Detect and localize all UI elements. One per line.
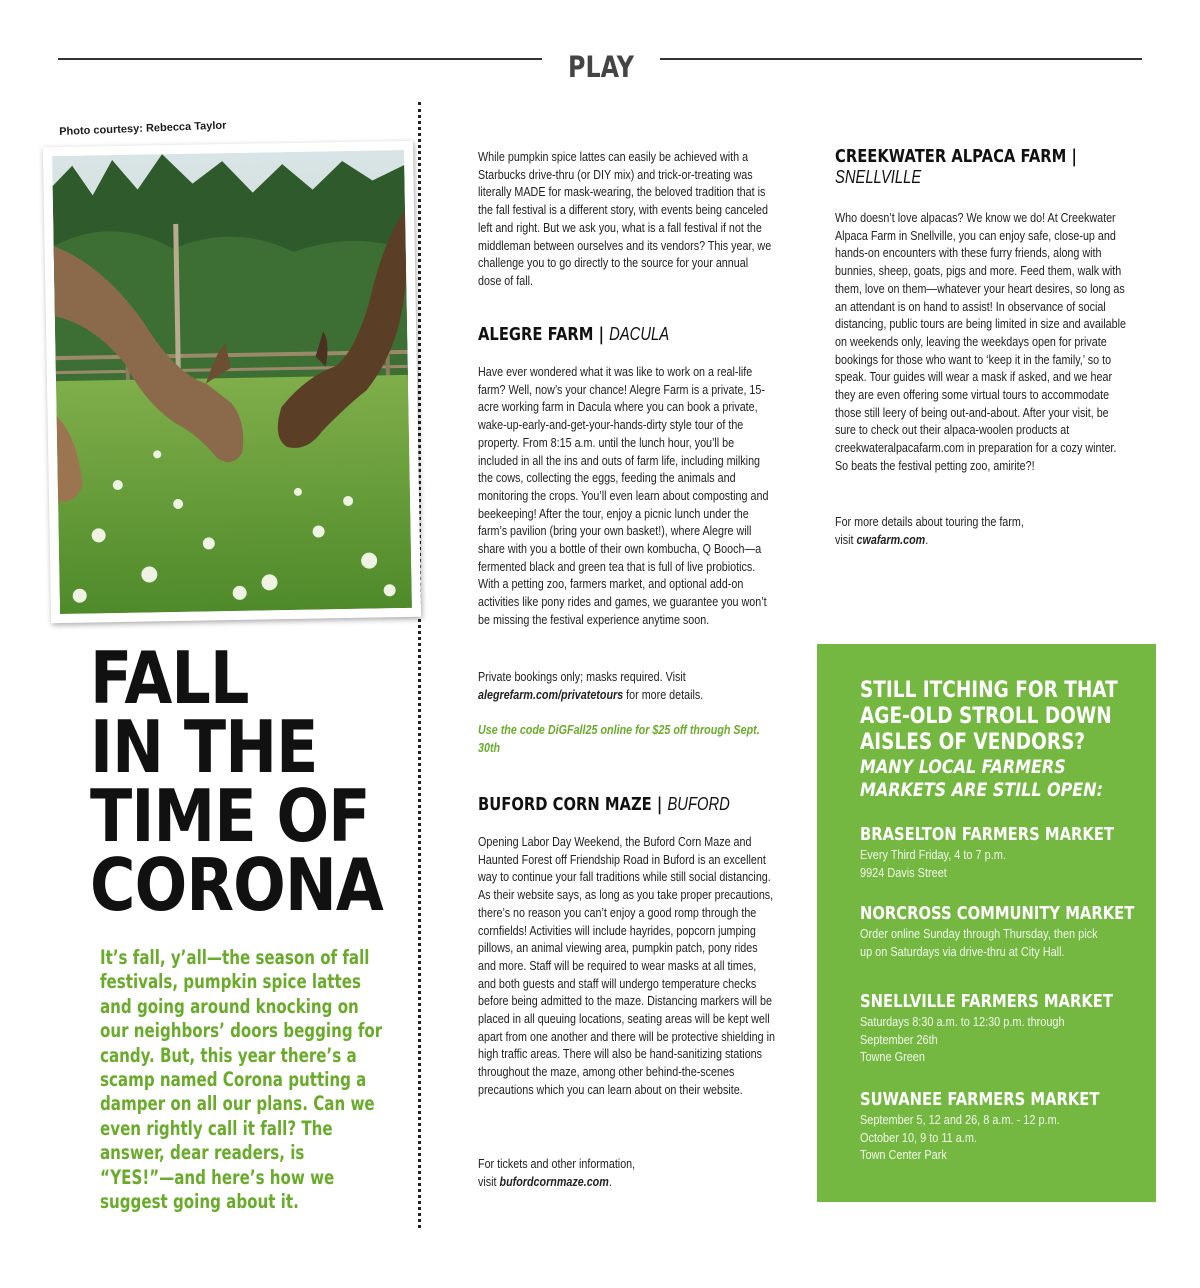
header-rule-right bbox=[660, 58, 1142, 60]
column-divider bbox=[418, 102, 421, 1228]
intro-text: It’s fall, y’all—the season of fall festivals, pumpkin spice lattes and going around knocking on our neighbors’ doors begging for candy. But, this year there’s a scamp named Corona putting a damper on all our plans. Can we even rightly call it fall? The answer, dear readers, is “YES!”—and here’s how we suggest going about it. bbox=[100, 946, 383, 1214]
creekwater-name: CREEKWATER ALPACA FARM | bbox=[835, 146, 1077, 167]
market-info-line: 9924 Davis Street bbox=[860, 864, 947, 880]
photo-credit: Photo courtesy: Rebecca Taylor bbox=[59, 119, 227, 138]
alegre-farm-section bbox=[478, 324, 828, 345]
market-item bbox=[860, 903, 1180, 960]
buford-corn-maze-link[interactable]: bufordcornmaze.com bbox=[499, 1173, 609, 1189]
alegre-promo-code: Use the code DiGFall25 online for $25 off through Sept. 30th bbox=[478, 722, 760, 755]
article-column-middle bbox=[478, 148, 828, 290]
alegre-farm-name: ALEGRE FARM | bbox=[478, 324, 605, 345]
creekwater-note-visit: visit bbox=[835, 531, 854, 547]
creekwater-note bbox=[835, 513, 1121, 548]
creekwater-title bbox=[835, 146, 1106, 188]
creekwater-note-prefix: For more details about touring the farm, bbox=[835, 514, 1024, 529]
market-info bbox=[860, 846, 1154, 881]
market-info-line: Saturdays 8:30 a.m. to 12:30 p.m. through bbox=[860, 1014, 1065, 1029]
sidebar-subheading: MANY LOCAL FARMERS MARKETS ARE STILL OPEN: bbox=[860, 756, 1103, 801]
alegre-farm-body-wrap bbox=[478, 363, 828, 629]
buford-note-period: . bbox=[608, 1173, 612, 1189]
alegre-farm-body: Have ever wondered what it was like to work on a real-life farm? Well, now’s your chance! Alegre Farm is a private, 15-acre working farm in Dacula where you can book a private, wake-up-early-and-get-your-hands-dirty style tour of the property. From 8:15 a.m. until the lunch hour, you’ll be included in all the ins and outs of farm life, including milking the cows, collecting the eggs, feeding the animals and monitoring the crops. You’ll even learn about composting and beekeeping! After the tour, enjoy a picnic lunch under the farm’s pavilion (bring your own basket!), where Alegre will share with you a bottle of their own kombucha, Q Booch—a fermented black and green tea that is full of live probiotics. With a petting zoo, farmers market, and optional add-on activities like pony rides and games, we guarantee you won’t be missing the festival experience anytime soon. bbox=[478, 364, 769, 627]
creekwater-note-wrap bbox=[835, 513, 1175, 548]
headline-line: CORONA bbox=[90, 843, 383, 927]
market-info-line: Order online Sunday through Thursday, then pick bbox=[860, 926, 1098, 941]
market-info-line: Town Center Park bbox=[860, 1147, 947, 1163]
headline-line: FALL bbox=[90, 636, 249, 720]
section-label: PLAY bbox=[568, 50, 634, 84]
alegre-farm-location: DACULA bbox=[609, 324, 670, 344]
creekwater-note-period: . bbox=[925, 531, 929, 547]
market-info-line: October 10, 9 to 11 a.m. bbox=[860, 1129, 977, 1145]
headline bbox=[90, 636, 383, 927]
market-info-line: up on Saturdays via drive-thru at City Hall. bbox=[860, 943, 1065, 959]
sidebar-heading-block bbox=[860, 678, 1137, 802]
creekwater-body-wrap bbox=[835, 209, 1187, 475]
buford-note-wrap bbox=[478, 1155, 828, 1190]
market-info-line: Towne Green bbox=[860, 1049, 925, 1065]
headline-line: TIME OF bbox=[90, 774, 370, 858]
market-name: SUWANEE FARMERS MARKET bbox=[860, 1089, 1100, 1110]
market-info-line: Every Third Friday, 4 to 7 p.m. bbox=[860, 847, 1006, 862]
buford-corn-maze-title bbox=[478, 794, 765, 815]
alpaca-photo-illustration bbox=[52, 150, 412, 614]
creekwater-link[interactable]: cwafarm.com bbox=[856, 531, 926, 547]
buford-note-prefix: For tickets and other information, bbox=[478, 1156, 636, 1171]
market-item bbox=[860, 824, 1180, 881]
alegre-note-suffix: for more details. bbox=[626, 686, 704, 702]
creekwater-body: Who doesn’t love alpacas? We know we do! At Creekwater Alpaca Farm in Snellville, you can enjoy safe, close-up and hands-on encounters with these furry friends, along with bunnies, sheep, goats, pigs and more. Feed them, walk with them, love on them—whatever your heart desires, so long as an attendant is on hand to assist! In observance of social distancing, public tours are being limited in size and available on weekends only, leaving the weekdays open for private bookings for those who want to ‘keep it in the family,’ so to speak. Tour guides will wear a mask if asked, and we hear they are even offering some virtual tours to accommodate those still leery of being out-and-about. After your visit, be sure to check out their alpaca-woolen products at creekwateralpacafarm.com in preparation for a cozy winter. So beats the festival petting zoo, amirite?! bbox=[835, 210, 1127, 473]
opening-paragraph: While pumpkin spice lattes can easily be achieved with a Starbucks drive-thru (or DIY mix) and trick-or-treating was literally MADE for mask-wearing, the beloved tradition that is the fall festival is a different story, with events being canceled left and right. But we ask you, what is a fall festival if not the middleman between ourselves and its vendors? This year, we challenge you to go directly to the source for your annual dose of fall. bbox=[478, 149, 772, 288]
buford-corn-maze-section bbox=[478, 794, 828, 815]
market-item bbox=[860, 991, 1180, 1066]
alegre-farm-note-wrap bbox=[478, 668, 828, 703]
alegre-farm-title bbox=[478, 324, 765, 345]
creekwater-location: SNELLVILLE bbox=[835, 167, 922, 187]
alegre-promo-wrap bbox=[478, 721, 818, 756]
market-item bbox=[860, 1089, 1180, 1164]
headline-line: IN THE bbox=[90, 705, 318, 789]
market-info bbox=[860, 1111, 1154, 1164]
market-info-line: September 26th bbox=[860, 1031, 938, 1047]
alpaca-photo bbox=[43, 141, 421, 623]
buford-note-visit: visit bbox=[478, 1173, 497, 1189]
market-name: BRASELTON FARMERS MARKET bbox=[860, 824, 1114, 845]
farmers-market-sidebar bbox=[817, 644, 1156, 1202]
header-rule-left bbox=[58, 58, 542, 60]
market-name: SNELLVILLE FARMERS MARKET bbox=[860, 991, 1113, 1012]
buford-corn-maze-location: BUFORD bbox=[667, 794, 730, 814]
market-info bbox=[860, 925, 1154, 960]
alegre-note-prefix: Private bookings only; masks required. Visit bbox=[478, 669, 686, 684]
creekwater-section bbox=[835, 146, 1165, 188]
market-info-line: September 5, 12 and 26, 8 a.m. - 12 p.m. bbox=[860, 1112, 1060, 1127]
market-info bbox=[860, 1013, 1154, 1066]
market-name: NORCROSS COMMUNITY MARKET bbox=[860, 903, 1135, 924]
alegre-farm-link[interactable]: alegrefarm.com/privatetours bbox=[478, 686, 624, 702]
sidebar-heading: STILL ITCHING FOR THAT AGE-OLD STROLL DOWN AISLES OF VENDORS? bbox=[860, 678, 1118, 755]
buford-body-wrap bbox=[478, 833, 834, 1099]
buford-corn-maze-note bbox=[478, 1155, 772, 1190]
buford-corn-maze-body: Opening Labor Day Weekend, the Buford Corn Maze and Haunted Forest off Friendship Road in Buford is an excellent way to continue your fall traditions while still social distancing. As their website says, as long as you take proper precautions, there’s no reason you can’t enjoy a good romp through the cornfields! Activities will include hayrides, popcorn jumping pillows, an animal viewing area, pumpkin patch, pony rides and more. Staff will be required to wear masks at all times, and both guests and staff will undergo temperature checks before being admitted to the maze. Distancing markers will be placed in all queuing locations, seating areas will be kept well apart from one another and there will be protective shielding in high traffic areas. There will also be hand-sanitizing stations throughout the maze, among other behind-the-scenes precautions which you can learn about on their website. bbox=[478, 834, 775, 1097]
buford-corn-maze-name: BUFORD CORN MAZE | bbox=[478, 794, 663, 815]
alegre-farm-note bbox=[478, 668, 772, 703]
